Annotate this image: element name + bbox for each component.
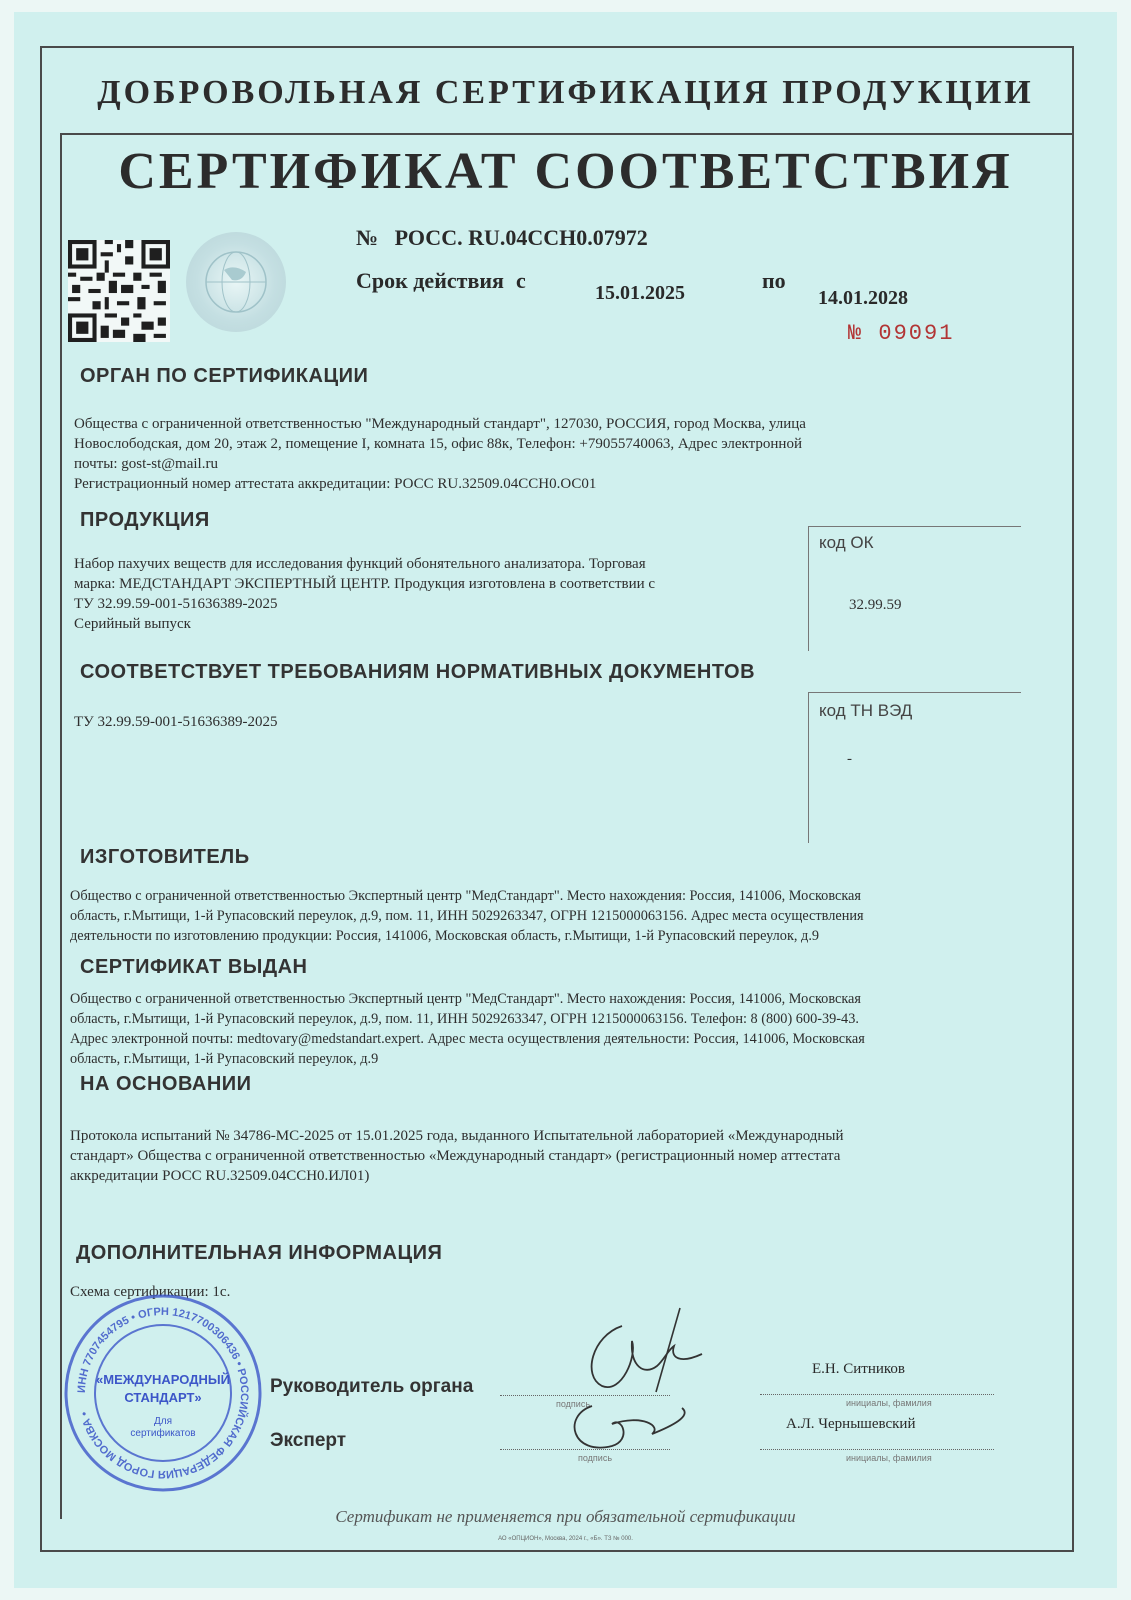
scheme-text: Схема сертификации: 1с.	[70, 1284, 231, 1300]
head-name-caption: инициалы, фамилия	[846, 1398, 932, 1408]
validity-from-date: 15.01.2025	[595, 282, 685, 304]
tnved-code-box	[808, 692, 1021, 843]
svg-text:сертификатов: сертификатов	[130, 1428, 196, 1439]
svg-text:Для: Для	[153, 1416, 173, 1427]
expert-label: Эксперт	[270, 1430, 347, 1451]
validity-label: Срок действия	[356, 268, 504, 293]
head-name: Е.Н. Ситников	[812, 1361, 905, 1377]
product-heading: ПРОДУКЦИЯ	[80, 509, 210, 531]
ok-code-box	[808, 526, 1021, 651]
validity-to-label: по	[762, 268, 786, 293]
certificate-title: СЕРТИФИКАТ СООТВЕТСТВИЯ	[118, 143, 1013, 200]
expert-name-line	[760, 1449, 994, 1450]
requirements-text: ТУ 32.99.59-001-51636389-2025	[74, 714, 278, 730]
blank-number: № 09091	[848, 321, 955, 346]
footer-note: Сертификат не применяется при обязательной сертификации	[335, 1507, 796, 1526]
print-info: АО «ОПЦИОН», Москва, 2024 г., «Б». ТЗ № 000.	[498, 1536, 633, 1542]
expert-name-caption: инициалы, фамилия	[846, 1453, 932, 1463]
basis-text: Протокола испытаний № 34786-МС-2025 от 15.01.2025 года, выданного Испытательной лабораторией «Международный стандарт» Общества с ограниченной ответственностью «Международный стандарт» (регистрационный номер аттестата аккредитации РОСС RU.32509.04ССН0.ИЛ01)	[70, 1128, 844, 1184]
globe-icon	[186, 232, 286, 332]
issued-heading: СЕРТИФИКАТ ВЫДАН	[80, 956, 308, 978]
additional-heading: ДОПОЛНИТЕЛЬНАЯ ИНФОРМАЦИЯ	[76, 1242, 443, 1264]
validity-to-date: 14.01.2028	[818, 287, 908, 309]
validity-from-label: с	[516, 268, 526, 293]
organization-stamp	[62, 1292, 264, 1494]
head-label: Руководитель органа	[270, 1376, 474, 1397]
handwritten-signatures	[552, 1296, 732, 1476]
organ-heading: ОРГАН ПО СЕРТИФИКАЦИИ	[80, 365, 369, 387]
voluntary-certification-header: ДОБРОВОЛЬНАЯ СЕРТИФИКАЦИЯ ПРОДУКЦИИ	[97, 74, 1034, 111]
certificate-number: № РОСС. RU.04ССН0.07972	[356, 225, 648, 250]
qr-code	[68, 240, 170, 342]
tnved-code-label: код ТН ВЭД	[819, 701, 913, 720]
organ-text: Общества с ограниченной ответственностью "Международный стандарт", 127030, РОССИЯ, город Москва, улица Новослободская, дом 20, этаж 2, помещение I, комната 15, офис 88к, Телефон: +79055740063, Адрес электронной почты: gost-st@mail.ru Регистрационный номер аттестата аккредитации: РОСС RU.32509.04ССН0.ОС01	[74, 416, 806, 492]
hologram-seal	[186, 232, 286, 332]
manufacturer-heading: ИЗГОТОВИТЕЛЬ	[80, 846, 250, 868]
requirements-heading: СООТВЕТСТВУЕТ ТРЕБОВАНИЯМ НОРМАТИВНЫХ ДОКУМЕНТОВ	[80, 661, 756, 683]
ok-code-label: код ОК	[819, 533, 874, 552]
basis-heading: НА ОСНОВАНИИ	[80, 1073, 252, 1095]
product-text: Набор пахучих веществ для исследования функций обонятельного анализатора. Торговая марка: МЕДСТАНДАРТ ЭКСПЕРТНЫЙ ЦЕНТР. Продукция изготовлена в соответствии с ТУ 32.99.59-001-51636389-2025 Серийный выпуск	[74, 556, 656, 632]
tnved-code-value: -	[847, 751, 852, 767]
svg-text:ИНН 7707454795 • ОГРН 12177003: ИНН 7707454795 • ОГРН 1217700306436 • РОССИЙСКАЯ ФЕДЕРАЦИЯ ГОРОД МОСКВА •	[75, 1305, 251, 1481]
manufacturer-text: Общество с ограниченной ответственностью Экспертный центр "МедСтандарт". Место нахождения: Россия, 141006, Московская область, г.Мытищи, 1-й Рупасовский переулок, д.9, пом. 11, ИНН 5029263347, ОГРН 1215000063156. Адрес места осуществления деятельности по изготовлению продукции: Россия, 141006, Московская область, г.Мытищи, 1-й Рупасовский переулок, д.9	[70, 888, 864, 944]
svg-text:СТАНДАРТ»: СТАНДАРТ»	[124, 1390, 202, 1405]
head-signature-caption: подпись	[556, 1399, 591, 1409]
ok-code-value: 32.99.59	[849, 597, 902, 613]
expert-name: А.Л. Чернышевский	[786, 1416, 916, 1432]
issued-text: Общество с ограниченной ответственностью Экспертный центр "МедСтандарт". Место нахождения: Россия, 141006, Московская область, г.Мытищи, 1-й Рупасовский переулок, д.9, пом. 11, ИНН 5029263347, ОГРН 1215000063156. Телефон: 8 (800) 600-39-43. Адрес электронной почты: medtovary@medstandart.expert. Адрес места осуществления деятельности: Россия, 141006, Московская область, г.Мытищи, 1-й Рупасовский переулок, д.9	[70, 991, 865, 1067]
expert-signature-caption: подпись	[578, 1453, 613, 1463]
svg-text:«МЕЖДУНАРОДНЫЙ: «МЕЖДУНАРОДНЫЙ	[96, 1372, 230, 1387]
head-name-line	[760, 1394, 994, 1395]
